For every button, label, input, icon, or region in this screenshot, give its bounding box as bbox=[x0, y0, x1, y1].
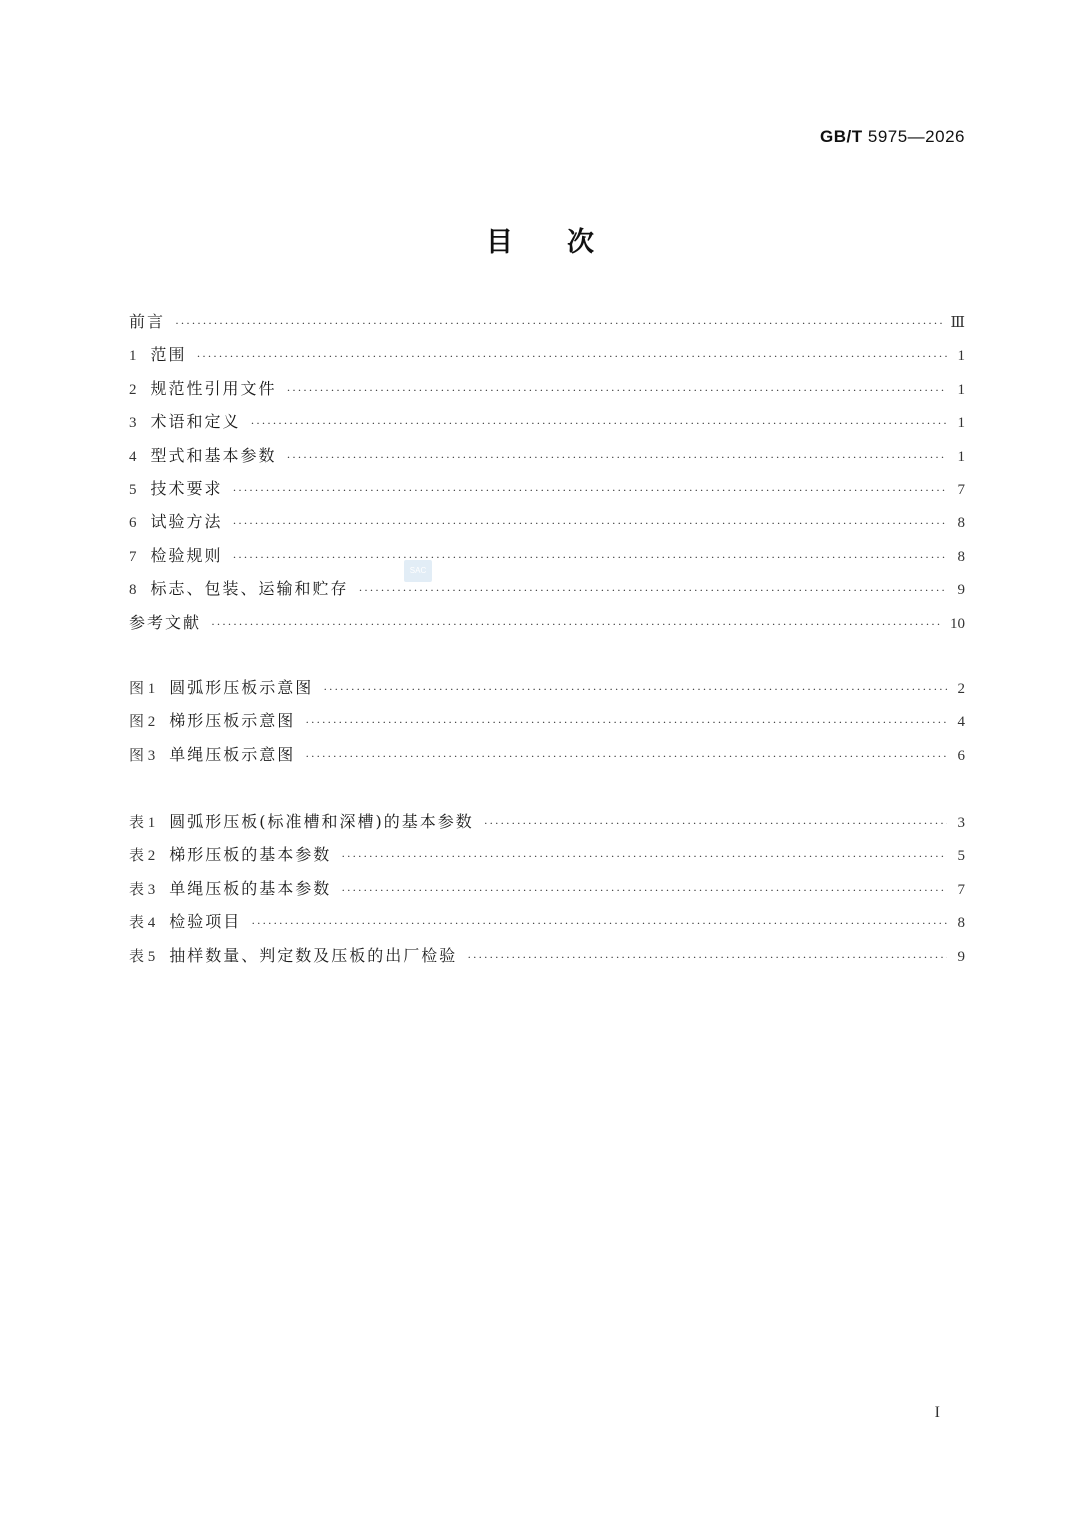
toc-entry-label: 梯形压板示意图 bbox=[169, 711, 296, 731]
toc-entry-number: 表 5 bbox=[129, 948, 156, 965]
toc-entry-label: 技术要求 bbox=[150, 478, 223, 498]
toc-entry-page: 1 bbox=[957, 415, 965, 432]
toc-entry-page: 6 bbox=[957, 747, 965, 764]
toc-figures bbox=[129, 671, 965, 771]
toc-entry-label: 检验项目 bbox=[169, 912, 242, 932]
toc-title: 目次 bbox=[486, 227, 648, 258]
toc-tables bbox=[129, 805, 965, 972]
dot-leader bbox=[233, 507, 947, 540]
toc-entry-number: 图 2 bbox=[129, 714, 156, 731]
dot-leader bbox=[341, 840, 947, 873]
toc-entry-bibliography[interactable] bbox=[129, 606, 965, 639]
toc-entry-page: 7 bbox=[957, 881, 965, 898]
page-number: I bbox=[934, 1404, 940, 1421]
toc-entry-label: 圆弧形压板示意图 bbox=[169, 678, 314, 697]
toc-entry-page: 8 bbox=[957, 915, 965, 932]
toc-entry-page: 1 bbox=[957, 448, 965, 465]
toc-table-2[interactable] bbox=[129, 838, 965, 871]
toc-entry-number: 4 bbox=[129, 448, 137, 465]
toc-entry-terms-definitions[interactable] bbox=[129, 405, 965, 438]
toc-table-3[interactable] bbox=[129, 872, 965, 905]
toc-entry-normative-references[interactable] bbox=[129, 372, 965, 405]
toc-entry-number: 8 bbox=[129, 582, 137, 599]
dot-leader bbox=[287, 441, 947, 474]
toc-entry-label: 标志、包装、运输和贮存 bbox=[150, 579, 349, 599]
toc-entry-page: 10 bbox=[950, 615, 965, 632]
toc-entry-number: 表 4 bbox=[129, 915, 156, 932]
toc-entry-number: 图 1 bbox=[129, 681, 156, 697]
dot-leader bbox=[323, 673, 947, 706]
dot-leader bbox=[197, 340, 947, 373]
toc-entry-label: 抽样数量、判定数及压板的出厂检验 bbox=[169, 945, 458, 965]
toc-entry-label: 前言 bbox=[129, 312, 166, 331]
dot-leader bbox=[305, 706, 947, 739]
toc-figure-1[interactable] bbox=[129, 671, 965, 704]
toc-entry-types-parameters[interactable] bbox=[129, 439, 965, 472]
dot-leader bbox=[251, 407, 947, 440]
toc-entry-page: 2 bbox=[957, 681, 965, 697]
dot-leader bbox=[251, 907, 947, 940]
toc-entry-number: 表 1 bbox=[129, 815, 156, 831]
toc-entry-page: 3 bbox=[957, 815, 965, 831]
toc-table-5[interactable] bbox=[129, 939, 965, 972]
toc-entry-label: 范围 bbox=[150, 345, 187, 365]
dot-leader bbox=[341, 874, 947, 907]
toc-entry-number: 5 bbox=[129, 481, 137, 498]
toc-entry-marking-packaging[interactable] bbox=[129, 572, 965, 605]
dot-leader bbox=[305, 740, 947, 773]
toc-entry-page: 1 bbox=[957, 381, 965, 398]
toc-entry-foreword[interactable] bbox=[129, 305, 965, 338]
toc-entry-scope[interactable] bbox=[129, 338, 965, 371]
standard-code bbox=[820, 127, 965, 147]
toc-entry-label: 术语和定义 bbox=[150, 412, 241, 432]
toc-entry-number: 表 3 bbox=[129, 881, 156, 898]
toc-entry-page: 8 bbox=[957, 515, 965, 532]
dot-leader bbox=[467, 941, 947, 974]
toc-entry-label: 单绳压板示意图 bbox=[169, 744, 296, 764]
toc-entry-number: 1 bbox=[129, 348, 137, 365]
dot-leader bbox=[484, 807, 947, 840]
toc-entry-label: 检验规则 bbox=[150, 545, 223, 565]
toc-figure-3[interactable] bbox=[129, 738, 965, 771]
standard-number: 5975—2026 bbox=[867, 127, 965, 146]
toc-table-1[interactable] bbox=[129, 805, 965, 838]
toc-entry-label: 型式和基本参数 bbox=[150, 445, 277, 465]
dot-leader bbox=[359, 574, 947, 607]
toc-entry-label: 试验方法 bbox=[150, 512, 223, 532]
toc-entry-label: 梯形压板的基本参数 bbox=[169, 845, 332, 865]
toc-entry-page: 7 bbox=[957, 481, 965, 498]
toc-figure-2[interactable] bbox=[129, 704, 965, 737]
toc-entry-number: 7 bbox=[129, 548, 137, 565]
toc-entry-label: 圆弧形压板(标准槽和深槽)的基本参数 bbox=[169, 812, 474, 831]
dot-leader bbox=[175, 307, 943, 340]
toc-sections bbox=[129, 305, 965, 639]
toc-entry-page: 9 bbox=[957, 948, 965, 965]
dot-leader bbox=[233, 541, 947, 574]
toc-entry-number: 表 2 bbox=[129, 848, 156, 865]
toc-entry-number: 6 bbox=[129, 515, 137, 532]
toc-entry-page: 8 bbox=[957, 548, 965, 565]
toc-entry-page: 9 bbox=[957, 582, 965, 599]
toc-entry-technical-requirements[interactable] bbox=[129, 472, 965, 505]
toc-entry-page: 1 bbox=[957, 348, 965, 365]
toc-entry-number: 图 3 bbox=[129, 747, 156, 764]
toc-entry-page: 5 bbox=[957, 848, 965, 865]
dot-leader bbox=[211, 608, 942, 641]
toc-entry-test-methods[interactable] bbox=[129, 505, 965, 538]
toc-entry-label: 规范性引用文件 bbox=[150, 378, 277, 398]
dot-leader bbox=[287, 374, 947, 407]
toc-table-4[interactable] bbox=[129, 905, 965, 938]
dot-leader bbox=[233, 474, 947, 507]
toc-entry-number: 2 bbox=[129, 381, 137, 398]
toc-entry-inspection-rules[interactable] bbox=[129, 539, 965, 572]
toc-entry-page: Ⅲ bbox=[950, 315, 965, 331]
toc-entry-page: 4 bbox=[957, 714, 965, 731]
toc-entry-label: 单绳压板的基本参数 bbox=[169, 878, 332, 898]
watermark-logo: SAC bbox=[404, 560, 432, 582]
toc-entry-label: 参考文献 bbox=[129, 612, 202, 632]
standard-prefix: GB/T bbox=[820, 127, 863, 146]
toc-entry-number: 3 bbox=[129, 415, 137, 432]
